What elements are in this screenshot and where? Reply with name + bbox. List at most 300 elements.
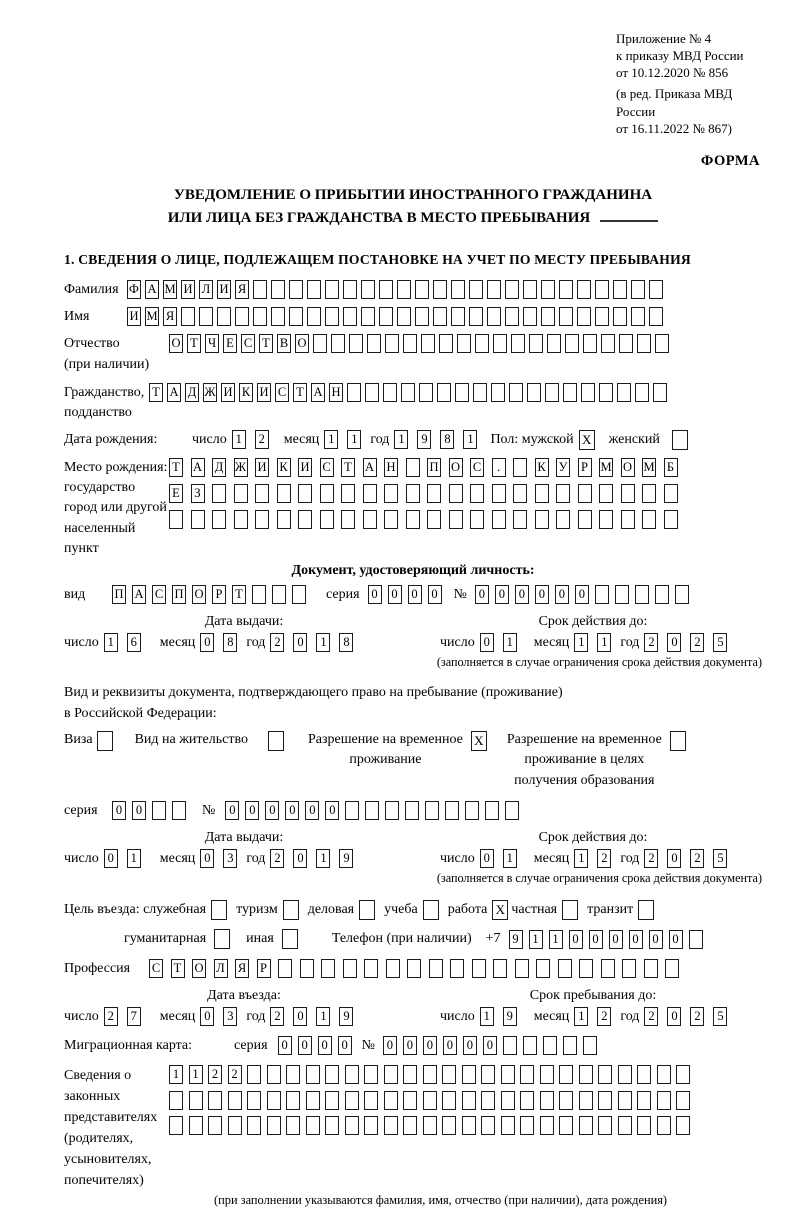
char-cell[interactable] <box>267 1091 281 1110</box>
char-cell[interactable]: 0 <box>293 1007 307 1026</box>
char-cell[interactable]: 1 <box>232 430 246 449</box>
char-cell[interactable]: К <box>535 458 549 477</box>
char-cell[interactable] <box>189 1116 203 1135</box>
char-cell[interactable] <box>563 383 577 402</box>
char-cell[interactable] <box>676 1091 690 1110</box>
char-cell[interactable] <box>513 458 527 477</box>
char-cell[interactable] <box>501 1116 515 1135</box>
char-cell[interactable] <box>644 959 658 978</box>
char-cell[interactable]: 1 <box>104 633 118 652</box>
char-cell[interactable] <box>493 959 507 978</box>
char-cell[interactable] <box>520 1091 534 1110</box>
char-cell[interactable] <box>449 484 463 503</box>
purpose-humanitarian-checkbox[interactable] <box>214 929 230 949</box>
char-cell[interactable]: П <box>112 585 126 604</box>
char-cell[interactable]: И <box>127 307 141 326</box>
char-cell[interactable]: 0 <box>589 930 603 949</box>
char-cell[interactable]: П <box>172 585 186 604</box>
char-cell[interactable] <box>475 334 489 353</box>
char-cell[interactable]: 2 <box>208 1065 222 1084</box>
char-cell[interactable]: А <box>145 280 159 299</box>
char-cell[interactable]: 2 <box>690 633 704 652</box>
char-cell[interactable] <box>228 1091 242 1110</box>
char-cell[interactable]: М <box>145 307 159 326</box>
char-cell[interactable] <box>491 383 505 402</box>
char-cell[interactable]: Л <box>214 959 228 978</box>
char-cell[interactable]: 7 <box>127 1007 141 1026</box>
char-cell[interactable] <box>363 510 377 529</box>
char-cell[interactable]: 9 <box>503 1007 517 1026</box>
char-cell[interactable] <box>247 1091 261 1110</box>
char-cell[interactable] <box>599 484 613 503</box>
char-cell[interactable] <box>462 1091 476 1110</box>
char-cell[interactable] <box>583 1036 597 1055</box>
char-cell[interactable]: 1 <box>503 849 517 868</box>
char-cell[interactable]: 5 <box>713 1007 727 1026</box>
char-cell[interactable]: И <box>257 383 271 402</box>
char-cell[interactable] <box>535 510 549 529</box>
char-cell[interactable] <box>501 1091 515 1110</box>
char-cell[interactable]: В <box>277 334 291 353</box>
char-cell[interactable]: 0 <box>629 930 643 949</box>
char-cell[interactable]: 2 <box>690 1007 704 1026</box>
char-cell[interactable] <box>181 307 195 326</box>
char-cell[interactable] <box>595 280 609 299</box>
char-cell[interactable] <box>451 280 465 299</box>
char-cell[interactable] <box>343 280 357 299</box>
char-cell[interactable]: А <box>363 458 377 477</box>
char-cell[interactable]: . <box>492 458 506 477</box>
char-cell[interactable] <box>272 585 286 604</box>
char-cell[interactable] <box>675 585 689 604</box>
char-cell[interactable] <box>427 484 441 503</box>
char-cell[interactable]: И <box>181 280 195 299</box>
char-cell[interactable] <box>577 307 591 326</box>
char-cell[interactable]: Ф <box>127 280 141 299</box>
char-cell[interactable]: М <box>163 280 177 299</box>
char-cell[interactable]: 0 <box>293 849 307 868</box>
char-cell[interactable] <box>513 510 527 529</box>
char-cell[interactable] <box>493 334 507 353</box>
char-cell[interactable]: 0 <box>285 801 299 820</box>
char-cell[interactable] <box>169 1091 183 1110</box>
char-cell[interactable] <box>485 801 499 820</box>
char-cell[interactable]: С <box>320 458 334 477</box>
char-cell[interactable]: К <box>239 383 253 402</box>
char-cell[interactable] <box>655 585 669 604</box>
char-cell[interactable] <box>470 484 484 503</box>
char-cell[interactable] <box>423 1091 437 1110</box>
char-cell[interactable] <box>397 280 411 299</box>
char-cell[interactable]: 0 <box>463 1036 477 1055</box>
char-cell[interactable]: 0 <box>667 633 681 652</box>
char-cell[interactable]: 0 <box>325 801 339 820</box>
char-cell[interactable] <box>520 1065 534 1084</box>
char-cell[interactable] <box>598 1065 612 1084</box>
char-cell[interactable] <box>622 959 636 978</box>
char-cell[interactable] <box>579 1116 593 1135</box>
char-cell[interactable] <box>234 484 248 503</box>
char-cell[interactable] <box>559 1065 573 1084</box>
char-cell[interactable] <box>331 334 345 353</box>
char-cell[interactable] <box>384 1116 398 1135</box>
char-cell[interactable] <box>300 959 314 978</box>
char-cell[interactable]: И <box>298 458 312 477</box>
char-cell[interactable]: 0 <box>200 849 214 868</box>
char-cell[interactable] <box>365 801 379 820</box>
char-cell[interactable]: Т <box>149 383 163 402</box>
char-cell[interactable] <box>595 307 609 326</box>
char-cell[interactable]: Я <box>163 307 177 326</box>
char-cell[interactable]: Р <box>212 585 226 604</box>
char-cell[interactable] <box>529 334 543 353</box>
char-cell[interactable] <box>347 383 361 402</box>
char-cell[interactable] <box>403 1116 417 1135</box>
char-cell[interactable] <box>298 484 312 503</box>
char-cell[interactable] <box>523 280 537 299</box>
char-cell[interactable] <box>433 280 447 299</box>
char-cell[interactable] <box>617 383 631 402</box>
char-cell[interactable] <box>228 1116 242 1135</box>
char-cell[interactable]: 0 <box>265 801 279 820</box>
char-cell[interactable] <box>385 801 399 820</box>
purpose-other-checkbox[interactable] <box>282 929 298 949</box>
char-cell[interactable] <box>271 307 285 326</box>
char-cell[interactable] <box>343 959 357 978</box>
char-cell[interactable] <box>253 280 267 299</box>
char-cell[interactable]: 0 <box>383 1036 397 1055</box>
char-cell[interactable] <box>657 1091 671 1110</box>
char-cell[interactable] <box>535 484 549 503</box>
char-cell[interactable] <box>451 307 465 326</box>
char-cell[interactable]: 2 <box>690 849 704 868</box>
char-cell[interactable]: 0 <box>609 930 623 949</box>
char-cell[interactable] <box>415 307 429 326</box>
char-cell[interactable]: 2 <box>644 1007 658 1026</box>
char-cell[interactable] <box>578 484 592 503</box>
char-cell[interactable] <box>637 1065 651 1084</box>
char-cell[interactable] <box>255 510 269 529</box>
char-cell[interactable] <box>364 1116 378 1135</box>
char-cell[interactable]: Р <box>257 959 271 978</box>
char-cell[interactable]: Т <box>187 334 201 353</box>
char-cell[interactable] <box>558 959 572 978</box>
char-cell[interactable]: О <box>295 334 309 353</box>
char-cell[interactable] <box>439 334 453 353</box>
char-cell[interactable] <box>189 1091 203 1110</box>
char-cell[interactable] <box>676 1065 690 1084</box>
char-cell[interactable] <box>579 1091 593 1110</box>
char-cell[interactable] <box>527 383 541 402</box>
char-cell[interactable] <box>419 383 433 402</box>
char-cell[interactable] <box>234 510 248 529</box>
char-cell[interactable] <box>341 510 355 529</box>
char-cell[interactable] <box>421 334 435 353</box>
char-cell[interactable] <box>442 1065 456 1084</box>
char-cell[interactable]: М <box>599 458 613 477</box>
char-cell[interactable] <box>325 1091 339 1110</box>
char-cell[interactable] <box>523 1036 537 1055</box>
char-cell[interactable]: 0 <box>305 801 319 820</box>
char-cell[interactable] <box>169 1116 183 1135</box>
char-cell[interactable]: 0 <box>338 1036 352 1055</box>
char-cell[interactable] <box>657 1116 671 1135</box>
char-cell[interactable]: 9 <box>339 1007 353 1026</box>
char-cell[interactable]: 8 <box>223 633 237 652</box>
char-cell[interactable]: 0 <box>225 801 239 820</box>
char-cell[interactable] <box>631 307 645 326</box>
char-cell[interactable] <box>379 307 393 326</box>
char-cell[interactable] <box>253 307 267 326</box>
purpose-business-checkbox[interactable] <box>359 900 375 920</box>
char-cell[interactable] <box>664 510 678 529</box>
char-cell[interactable]: 1 <box>394 430 408 449</box>
char-cell[interactable] <box>457 334 471 353</box>
char-cell[interactable] <box>384 510 398 529</box>
char-cell[interactable] <box>367 334 381 353</box>
char-cell[interactable] <box>621 510 635 529</box>
char-cell[interactable] <box>559 280 573 299</box>
char-cell[interactable]: 1 <box>480 1007 494 1026</box>
char-cell[interactable] <box>384 1091 398 1110</box>
char-cell[interactable] <box>403 1065 417 1084</box>
char-cell[interactable] <box>649 280 663 299</box>
char-cell[interactable] <box>361 280 375 299</box>
char-cell[interactable]: 0 <box>483 1036 497 1055</box>
char-cell[interactable] <box>598 1116 612 1135</box>
char-cell[interactable] <box>247 1065 261 1084</box>
char-cell[interactable]: О <box>169 334 183 353</box>
char-cell[interactable] <box>365 383 379 402</box>
char-cell[interactable]: 2 <box>270 849 284 868</box>
char-cell[interactable]: 0 <box>575 585 589 604</box>
char-cell[interactable] <box>462 1116 476 1135</box>
char-cell[interactable] <box>547 334 561 353</box>
char-cell[interactable]: 0 <box>515 585 529 604</box>
char-cell[interactable]: 0 <box>408 585 422 604</box>
char-cell[interactable]: 1 <box>189 1065 203 1084</box>
char-cell[interactable] <box>540 1065 554 1084</box>
char-cell[interactable] <box>472 959 486 978</box>
char-cell[interactable] <box>442 1116 456 1135</box>
char-cell[interactable] <box>520 1116 534 1135</box>
char-cell[interactable]: 2 <box>255 430 269 449</box>
char-cell[interactable] <box>473 383 487 402</box>
char-cell[interactable]: А <box>191 458 205 477</box>
char-cell[interactable]: 0 <box>443 1036 457 1055</box>
char-cell[interactable] <box>298 510 312 529</box>
char-cell[interactable] <box>255 484 269 503</box>
char-cell[interactable]: 0 <box>245 801 259 820</box>
char-cell[interactable]: 5 <box>713 633 727 652</box>
char-cell[interactable]: И <box>217 280 231 299</box>
char-cell[interactable] <box>599 383 613 402</box>
char-cell[interactable]: 2 <box>228 1065 242 1084</box>
char-cell[interactable] <box>345 1091 359 1110</box>
char-cell[interactable] <box>619 334 633 353</box>
char-cell[interactable] <box>292 585 306 604</box>
char-cell[interactable] <box>559 1091 573 1110</box>
char-cell[interactable]: А <box>167 383 181 402</box>
char-cell[interactable]: Т <box>171 959 185 978</box>
char-cell[interactable] <box>212 484 226 503</box>
char-cell[interactable] <box>286 1116 300 1135</box>
char-cell[interactable]: 0 <box>298 1036 312 1055</box>
char-cell[interactable] <box>169 510 183 529</box>
char-cell[interactable] <box>505 801 519 820</box>
char-cell[interactable] <box>536 959 550 978</box>
char-cell[interactable] <box>325 1065 339 1084</box>
char-cell[interactable] <box>523 307 537 326</box>
char-cell[interactable]: З <box>191 484 205 503</box>
char-cell[interactable]: С <box>152 585 166 604</box>
char-cell[interactable]: 1 <box>503 633 517 652</box>
char-cell[interactable] <box>325 1116 339 1135</box>
char-cell[interactable] <box>541 280 555 299</box>
char-cell[interactable]: 0 <box>475 585 489 604</box>
char-cell[interactable]: Е <box>169 484 183 503</box>
char-cell[interactable]: 0 <box>569 930 583 949</box>
char-cell[interactable] <box>341 484 355 503</box>
char-cell[interactable] <box>364 1091 378 1110</box>
char-cell[interactable]: 0 <box>278 1036 292 1055</box>
char-cell[interactable] <box>578 510 592 529</box>
char-cell[interactable] <box>361 307 375 326</box>
char-cell[interactable]: Т <box>341 458 355 477</box>
char-cell[interactable] <box>212 510 226 529</box>
char-cell[interactable] <box>271 280 285 299</box>
char-cell[interactable] <box>649 307 663 326</box>
char-cell[interactable] <box>208 1091 222 1110</box>
char-cell[interactable] <box>470 510 484 529</box>
char-cell[interactable] <box>618 1116 632 1135</box>
char-cell[interactable] <box>364 959 378 978</box>
char-cell[interactable]: О <box>449 458 463 477</box>
char-cell[interactable] <box>513 484 527 503</box>
char-cell[interactable] <box>540 1091 554 1110</box>
char-cell[interactable] <box>433 307 447 326</box>
char-cell[interactable] <box>401 383 415 402</box>
char-cell[interactable]: 1 <box>324 430 338 449</box>
char-cell[interactable] <box>481 1065 495 1084</box>
char-cell[interactable]: 0 <box>495 585 509 604</box>
char-cell[interactable]: О <box>192 585 206 604</box>
char-cell[interactable] <box>631 280 645 299</box>
char-cell[interactable] <box>655 334 669 353</box>
char-cell[interactable]: Б <box>664 458 678 477</box>
char-cell[interactable] <box>492 510 506 529</box>
char-cell[interactable] <box>545 383 559 402</box>
char-cell[interactable]: 0 <box>667 1007 681 1026</box>
char-cell[interactable] <box>306 1091 320 1110</box>
char-cell[interactable] <box>469 280 483 299</box>
char-cell[interactable] <box>425 801 439 820</box>
char-cell[interactable] <box>397 307 411 326</box>
purpose-transit-checkbox[interactable] <box>638 900 654 920</box>
char-cell[interactable]: 2 <box>597 1007 611 1026</box>
char-cell[interactable]: 0 <box>132 801 146 820</box>
char-cell[interactable] <box>313 334 327 353</box>
purpose-official-checkbox[interactable] <box>211 900 227 920</box>
char-cell[interactable] <box>509 383 523 402</box>
char-cell[interactable]: 1 <box>127 849 141 868</box>
char-cell[interactable] <box>307 280 321 299</box>
char-cell[interactable] <box>657 1065 671 1084</box>
char-cell[interactable]: Т <box>169 458 183 477</box>
char-cell[interactable] <box>515 959 529 978</box>
char-cell[interactable] <box>462 1065 476 1084</box>
char-cell[interactable]: О <box>621 458 635 477</box>
char-cell[interactable] <box>320 484 334 503</box>
char-cell[interactable] <box>364 1065 378 1084</box>
char-cell[interactable] <box>252 585 266 604</box>
char-cell[interactable] <box>635 585 649 604</box>
purpose-study-checkbox[interactable] <box>423 900 439 920</box>
char-cell[interactable] <box>415 280 429 299</box>
char-cell[interactable] <box>289 280 303 299</box>
char-cell[interactable] <box>481 1116 495 1135</box>
char-cell[interactable] <box>345 801 359 820</box>
char-cell[interactable] <box>267 1065 281 1084</box>
char-cell[interactable]: А <box>311 383 325 402</box>
char-cell[interactable] <box>385 334 399 353</box>
char-cell[interactable] <box>579 959 593 978</box>
char-cell[interactable] <box>577 280 591 299</box>
char-cell[interactable]: 2 <box>644 849 658 868</box>
char-cell[interactable]: 0 <box>423 1036 437 1055</box>
char-cell[interactable] <box>445 801 459 820</box>
char-cell[interactable] <box>613 307 627 326</box>
char-cell[interactable] <box>386 959 400 978</box>
char-cell[interactable]: 1 <box>316 1007 330 1026</box>
char-cell[interactable]: Т <box>232 585 246 604</box>
char-cell[interactable] <box>217 307 231 326</box>
char-cell[interactable] <box>579 1065 593 1084</box>
char-cell[interactable] <box>664 484 678 503</box>
char-cell[interactable] <box>487 280 501 299</box>
char-cell[interactable]: 8 <box>440 430 454 449</box>
char-cell[interactable] <box>406 458 420 477</box>
char-cell[interactable]: 1 <box>597 633 611 652</box>
char-cell[interactable]: С <box>275 383 289 402</box>
char-cell[interactable]: Ж <box>203 383 217 402</box>
char-cell[interactable] <box>423 1116 437 1135</box>
char-cell[interactable] <box>277 510 291 529</box>
char-cell[interactable] <box>618 1065 632 1084</box>
char-cell[interactable]: И <box>221 383 235 402</box>
char-cell[interactable] <box>449 510 463 529</box>
char-cell[interactable]: К <box>277 458 291 477</box>
char-cell[interactable]: С <box>241 334 255 353</box>
char-cell[interactable]: 1 <box>463 430 477 449</box>
char-cell[interactable]: 1 <box>169 1065 183 1084</box>
char-cell[interactable] <box>437 383 451 402</box>
temp-residence-edu-checkbox[interactable] <box>670 731 686 751</box>
char-cell[interactable]: 1 <box>574 1007 588 1026</box>
purpose-private-checkbox[interactable] <box>562 900 578 920</box>
char-cell[interactable] <box>637 1091 651 1110</box>
char-cell[interactable] <box>407 959 421 978</box>
char-cell[interactable] <box>403 334 417 353</box>
char-cell[interactable] <box>503 1036 517 1055</box>
char-cell[interactable] <box>665 959 679 978</box>
char-cell[interactable]: С <box>470 458 484 477</box>
char-cell[interactable]: 0 <box>368 585 382 604</box>
char-cell[interactable]: С <box>149 959 163 978</box>
char-cell[interactable] <box>511 334 525 353</box>
char-cell[interactable] <box>320 510 334 529</box>
char-cell[interactable] <box>615 585 629 604</box>
